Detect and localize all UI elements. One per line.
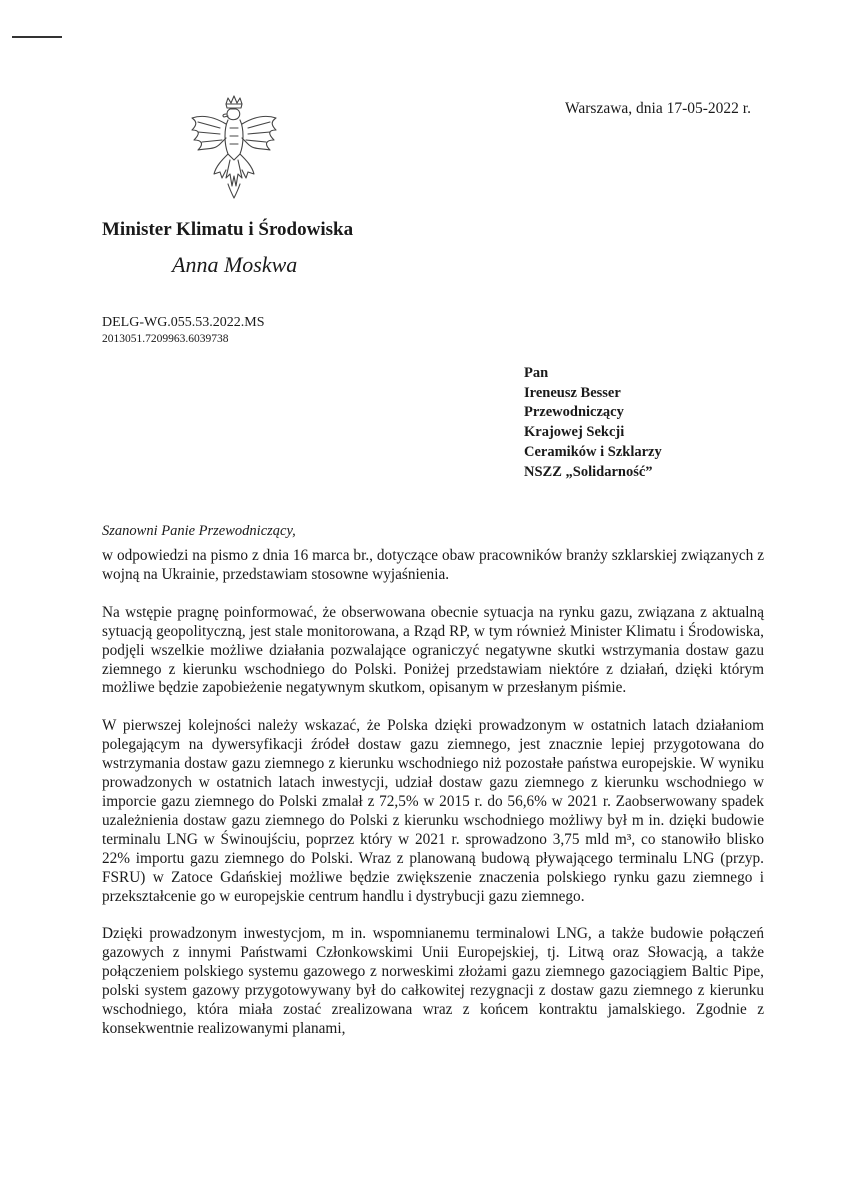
paragraph: Na wstępie pragnę poinformować, że obserwowana obecnie sytuacja na rynku gazu, związana z aktualną sytuacją geopolityczną, jest stale monitorowana, a Rząd RP, w tym również Minister Klimatu i Środowiska, podjęli wszelkie możliwe działania pozwalające ograniczyć negatywne skutki wstrzymania dostaw gazu ziemnego z kierunku wschodniego do Polski. Poniżej przedstawiam niektóre z działań, dzięki którym możliwe będzie zapobieżenie negatywnym skutkom, opisanym w przesłanym piśmie. [102, 603, 764, 697]
recipient-line: Krajowej Sekcji [524, 424, 625, 441]
recipient-line: Pan [524, 365, 549, 381]
recipient-block [524, 364, 662, 482]
reference-code: 2013051.7209963.6039738 [102, 333, 229, 345]
recipient-line: Ireneusz Besser [524, 384, 621, 401]
letter-body [102, 547, 764, 1058]
minister-name: Anna Moskwa [172, 252, 298, 277]
recipient-line: NSZZ „Solidarność” [524, 463, 653, 480]
scan-mark [12, 36, 62, 38]
paragraph: W pierwszej kolejności należy wskazać, że Polska dzięki prowadzonym w ostatnich latach działaniom polegającym na dywersyfikacji źródeł dostaw gazu ziemnego, jest znacznie lepiej przygotowana do wstrzymania dostaw gazu ziemnego z kierunku wschodniego niż pozostałe państwa europejskie. W wyniku prowadzonych w ostatnich latach inwestycji, udział dostaw gazu ziemnego z kierunku wschodniego w imporcie gazu ziemnego do Polski zmalał z 72,5% w 2015 r. do 56,6% w 2021 r. Zaobserwowany spadek uzależnienia dostaw gazu ziemnego do Polski z kierunku wschodniego możliwy był m in. dzięki budowie terminalu LNG w Świnoujściu, poprzez który w 2021 r. sprowadzono 3,75 mld m³, co stanowiło blisko 22% importu gazu ziemnego do Polski. Wraz z planowaną budową pływającego terminalu LNG (przyp. FSRU) w Zatoce Gdańskiej możliwe będzie zwiększenie znaczenia polskiego rynku gazu ziemnego i przekształcenie go w europejskie centrum handlu i dystrybucji gazu ziemnego. [102, 717, 764, 905]
paragraph: Dzięki prowadzonym inwestycjom, m in. wspomnianemu terminalowi LNG, a także budowie połączeń gazowych z innymi Państwami Członkowskimi Unii Europejskiej, tj. Litwą oraz Słowacją, a także połączeniem polskiego systemu gazowego z norweskimi złożami gazu ziemnego gazociągiem Baltic Pipe, polski system gazowy przygotowywany był do całkowitej rezygnacji z dostaw gazu ziemnego z kierunku wschodniego, która miała zostać zrealizowana wraz z końcem kontraktu jamalskiego. Zgodnie z konsekwentnie realizowanymi planami, [102, 925, 764, 1037]
salutation: Szanowni Panie Przewodniczący, [102, 523, 296, 539]
recipient-line: Ceramików i Szklarzy [524, 443, 662, 460]
recipient-line: Przewodniczący [524, 404, 624, 421]
paragraph: w odpowiedzi na pismo z dnia 16 marca br., dotyczące obaw pracowników branży szklarskiej związanych z wojną na Ukrainie, przedstawiam stosowne wyjaśnienia. [102, 547, 764, 583]
reference-number: DELG-WG.055.53.2022.MS [102, 315, 265, 330]
date-line: Warszawa, dnia 17-05-2022 r. [565, 100, 751, 117]
minister-title: Minister Klimatu i Środowiska [102, 219, 354, 240]
polish-eagle-emblem-icon [186, 94, 282, 204]
